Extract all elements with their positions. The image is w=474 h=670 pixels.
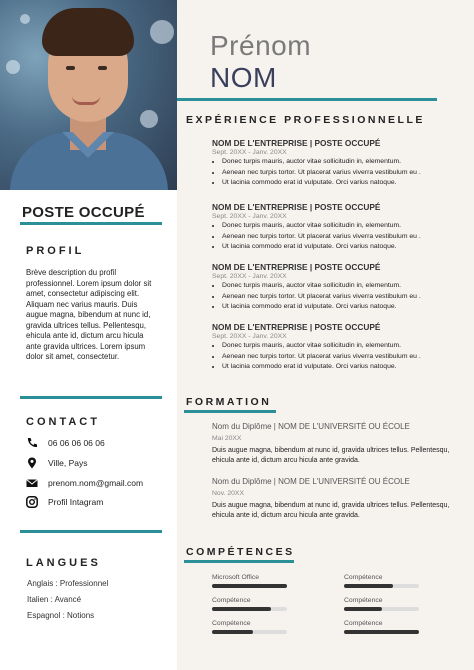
langues-heading: LANGUES	[26, 557, 101, 569]
last-name: NOM	[210, 62, 277, 93]
skill-name: Compétence	[344, 597, 383, 604]
job-bullet: • Ut lacinia commodo erat id vulputate. Orci varius natoque.	[222, 302, 462, 313]
contact-heading: CONTACT	[26, 416, 100, 428]
divider-contact	[20, 396, 162, 399]
contact-instagram[interactable]	[26, 496, 103, 508]
skill-bar-fill	[212, 584, 287, 588]
job-bullet: • Ut lacinia commodo erat id vulputate. Orci varius natoque.	[222, 242, 462, 253]
job-entry-date: Sept. 20XX - Janv. 20XX	[212, 273, 287, 280]
left-column	[0, 0, 177, 670]
lang-item: Anglais : Professionnel	[27, 579, 109, 588]
job-bullet: • Aenean nec turpis tortor. Ut placerat varius viverra vestibulum eu .	[222, 232, 462, 243]
lang-item: Espagnol : Notions	[27, 611, 95, 620]
job-title: POSTE OCCUPÉ	[22, 204, 145, 221]
formation-heading: FORMATION	[186, 396, 272, 408]
skill-bar	[212, 607, 287, 611]
skill-item	[212, 596, 287, 611]
skill-item	[344, 596, 419, 611]
job-entry-title: NOM DE L'ENTREPRISE | POSTE OCCUPÉ	[212, 322, 381, 332]
job-entry-date: Sept. 20XX - Janv. 20XX	[212, 213, 287, 220]
skill-bar-fill	[212, 630, 253, 634]
job-entry-title: NOM DE L'ENTREPRISE | POSTE OCCUPÉ	[212, 138, 381, 148]
skill-name: Microsoft Office	[212, 574, 260, 581]
competences-heading: COMPÉTENCES	[186, 546, 295, 558]
first-name: Prénom	[210, 30, 312, 61]
skill-name: Compétence	[344, 620, 383, 627]
skill-name: Compétence	[212, 620, 251, 627]
education-date: Mai 20XX	[212, 435, 242, 442]
job-entry-date: Sept. 20XX - Janv. 20XX	[212, 333, 287, 340]
job-bullet: • Donec turpis mauris, auctor vitae sollicitudin in, elementum.	[222, 341, 462, 352]
contact-email[interactable]	[26, 477, 143, 489]
job-title-underline	[20, 222, 162, 225]
skill-bar	[344, 607, 419, 611]
job-bullet: • Aenean nec turpis tortor. Ut placerat varius viverra vestibulum eu .	[222, 352, 462, 363]
header-underline	[177, 98, 437, 101]
email-icon	[26, 477, 38, 489]
skill-bar-fill	[344, 607, 382, 611]
education-desc: Duis augue magna, bibendum at nunc id, gravida ultrices tellus. Pellentesqu, ehicula ante id, dictum arcu hicula ante gravida.	[212, 502, 450, 519]
job-entry-title: NOM DE L'ENTREPRISE | POSTE OCCUPÉ	[212, 262, 381, 272]
job-bullet: • Donec turpis mauris, auctor vitae sollicitudin in, elementum.	[222, 221, 462, 232]
profile-photo	[0, 0, 177, 190]
skill-name: Compétence	[212, 597, 251, 604]
contact-phone[interactable]	[26, 437, 105, 449]
location-pin-icon	[26, 457, 38, 469]
profil-heading: PROFIL	[26, 245, 85, 257]
education-desc: Duis augue magna, bibendum at nunc id, gravida ultrices tellus. Pellentesqu, ehicula ante id, dictum arcu hicula ante gravida.	[212, 447, 450, 464]
skill-bar	[344, 584, 419, 588]
job-bullet: • Aenean nec turpis tortor. Ut placerat varius viverra vestibulum eu .	[222, 168, 462, 179]
contact-instagram-text: Profil Intagram	[48, 497, 104, 507]
job-entry	[212, 202, 462, 253]
job-bullet: • Aenean nec turpis tortor. Ut placerat varius viverra vestibulum eu .	[222, 292, 462, 303]
skill-bar-fill	[344, 584, 393, 588]
formation-underline	[184, 410, 276, 413]
divider-langues	[20, 530, 162, 533]
contact-email-text: prenom.nom@gmail.com	[48, 478, 144, 488]
skill-bar-fill	[344, 630, 419, 634]
skill-bar	[344, 630, 419, 634]
contact-location	[26, 457, 88, 469]
job-entry-date: Sept. 20XX - Janv. 20XX	[212, 149, 287, 156]
job-entry	[212, 262, 462, 313]
skill-bar-fill	[212, 607, 271, 611]
education-title: Nom du Diplôme | NOM DE L'UNIVERSITÉ OU ÉCOLE	[212, 422, 410, 431]
skill-bar	[212, 630, 287, 634]
job-entry-title: NOM DE L'ENTREPRISE | POSTE OCCUPÉ	[212, 202, 381, 212]
profil-text: Brève description du profil professionnel. Lorem ipsum dolor sit amet, consectetur adipiscing elit. Aliquam nec varius mauris. Duis augue magna, bibendum at nunc id, gravida ultrices tellus. Pellentesqu, ehicula ante id, dictum arcu hicula ante gravida ultrices. Lorem ipsum dolor sit amet, consectetur.	[26, 268, 152, 361]
skill-name: Compétence	[344, 574, 383, 581]
experience-heading: EXPÉRIENCE PROFESSIONNELLE	[186, 114, 425, 126]
competences-underline	[184, 560, 294, 563]
education-entry	[212, 477, 462, 520]
job-bullet: • Donec turpis mauris, auctor vitae sollicitudin in, elementum.	[222, 281, 462, 292]
skill-item	[344, 573, 419, 588]
job-bullet: • Donec turpis mauris, auctor vitae sollicitudin in, elementum.	[222, 157, 462, 168]
skill-item	[212, 619, 287, 634]
job-entry	[212, 322, 462, 373]
job-bullet: • Ut lacinia commodo erat id vulputate. Orci varius natoque.	[222, 178, 462, 189]
skill-item	[344, 619, 419, 634]
education-title: Nom du Diplôme | NOM DE L'UNIVERSITÉ OU ÉCOLE	[212, 477, 410, 486]
job-bullet: • Ut lacinia commodo erat id vulputate. Orci varius natoque.	[222, 362, 462, 373]
skill-item	[212, 573, 287, 588]
job-entry	[212, 138, 462, 189]
lang-item: Italien : Avancé	[27, 595, 82, 604]
education-entry	[212, 422, 462, 465]
instagram-icon	[26, 496, 38, 508]
contact-location-text: Ville, Pays	[48, 458, 88, 468]
phone-icon	[26, 437, 38, 449]
skill-bar	[212, 584, 287, 588]
contact-phone-text: 06 06 06 06 06	[48, 438, 105, 448]
education-date: Nov. 20XX	[212, 490, 244, 497]
